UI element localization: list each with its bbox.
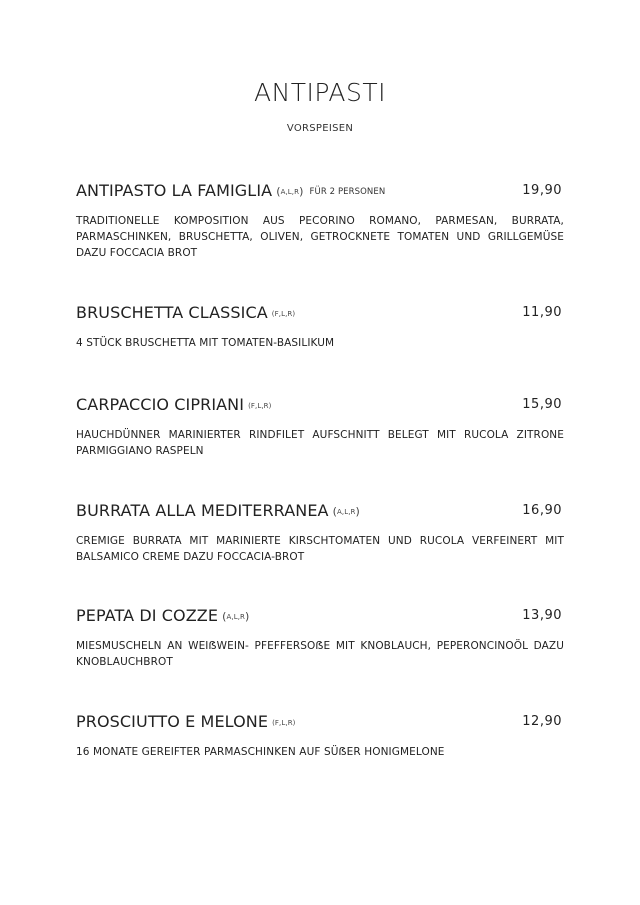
menu-item-price: 16,90 [522,503,562,518]
open-paren: ( [222,610,227,623]
menu-item [76,181,564,261]
menu-item-header [76,395,564,415]
close-paren: ) [299,185,304,198]
menu-item-price: 19,90 [522,183,562,198]
menu-item [76,395,564,459]
menu-item-description: 4 STÜCK BRUSCHETTA MIT TOMATEN-BASILIKUM [76,337,335,349]
menu-item-header [76,712,564,732]
menu-item-name-text: ANTIPASTO LA FAMIGLIA [76,181,273,200]
menu-item-allergens [276,185,304,198]
menu-item [76,606,564,670]
menu-item-name-text: PEPATA DI COZZE [76,606,219,625]
menu-item-name-text: BURRATA ALLA MEDITERRANEA [76,501,329,520]
menu-item-name [76,395,271,414]
page-title: ANTIPASTI [253,78,387,107]
allergen-codes: A,L,R [226,613,245,621]
menu-item-name-text: PROSCIUTTO E MELONE [76,712,269,731]
menu-item [76,303,564,351]
menu-item-header [76,501,564,521]
menu-item-description: TRADITIONELLE KOMPOSITION AUS PECORINO ROMANO, PARMESAN, BURRATA, PARMASCHINKEN, BRUSCHETTA, OLIVEN, GETROCKNETE TOMATEN UND GRILLGEMÜSE DAZU FOCCACIA BROT [76,215,564,259]
menu-item-name [76,181,385,200]
menu-item-description: MIESMUSCHELN AN WEIẞWEIN- PFEFFERSOẞE MIT KNOBLAUCH, PEPERONCINOÖL DAZU KNOBLAUCHBROT [76,640,564,668]
menu-item-description: 16 MONATE GEREIFTER PARMASCHINKEN AUF SÜẞER HONIGMELONE [76,746,445,758]
menu-item [76,501,564,565]
allergen-codes: A,L,R [280,188,300,196]
menu-item-name [76,303,295,322]
close-paren: ) [245,610,250,623]
menu-item-allergens: (F,L,R) [272,719,296,727]
page-subtitle: VORSPEISEN [286,123,354,134]
menu-item-allergens: (F,L,R) [248,402,272,410]
menu-item-header [76,606,564,626]
open-paren: ( [332,505,338,518]
menu-item-description: CREMIGE BURRATA MIT MARINIERTE KIRSCHTOMATEN UND RUCOLA VERFEINERT MIT BALSAMICO CREME DAZU FOCCACIA-BROT [76,535,564,563]
menu-item-name-text: BRUSCHETTA CLASSICA [76,303,268,322]
menu-item-name [76,606,249,625]
open-paren: ( [276,185,281,198]
menu-item-price: 12,90 [522,714,562,729]
menu-item-header [76,181,564,201]
menu-item-allergens [222,610,250,623]
menu-item-header [76,303,564,323]
menu-item [76,712,564,760]
menu-item-name-text: CARPACCIO CIPRIANI [76,395,245,414]
menu-item-price: 13,90 [522,608,562,623]
menu-item-description: HAUCHDÜNNER MARINIERTER RINDFILET AUFSCHNITT BELEGT MIT RUCOLA ZITRONE PARMIGGIANO RASPELN [76,429,564,457]
menu-item-name [76,712,296,731]
menu-item-name [76,501,360,520]
menu-item-serving-note: FÜR 2 PERSONEN [309,187,386,197]
allergen-codes: A,L,R [337,508,356,516]
menu-item-price: 11,90 [522,305,562,320]
menu-item-allergens: (F,L,R) [271,310,296,318]
close-paren: ) [355,505,360,518]
menu-item-price: 15,90 [522,397,562,412]
menu-item-allergens [332,505,360,518]
